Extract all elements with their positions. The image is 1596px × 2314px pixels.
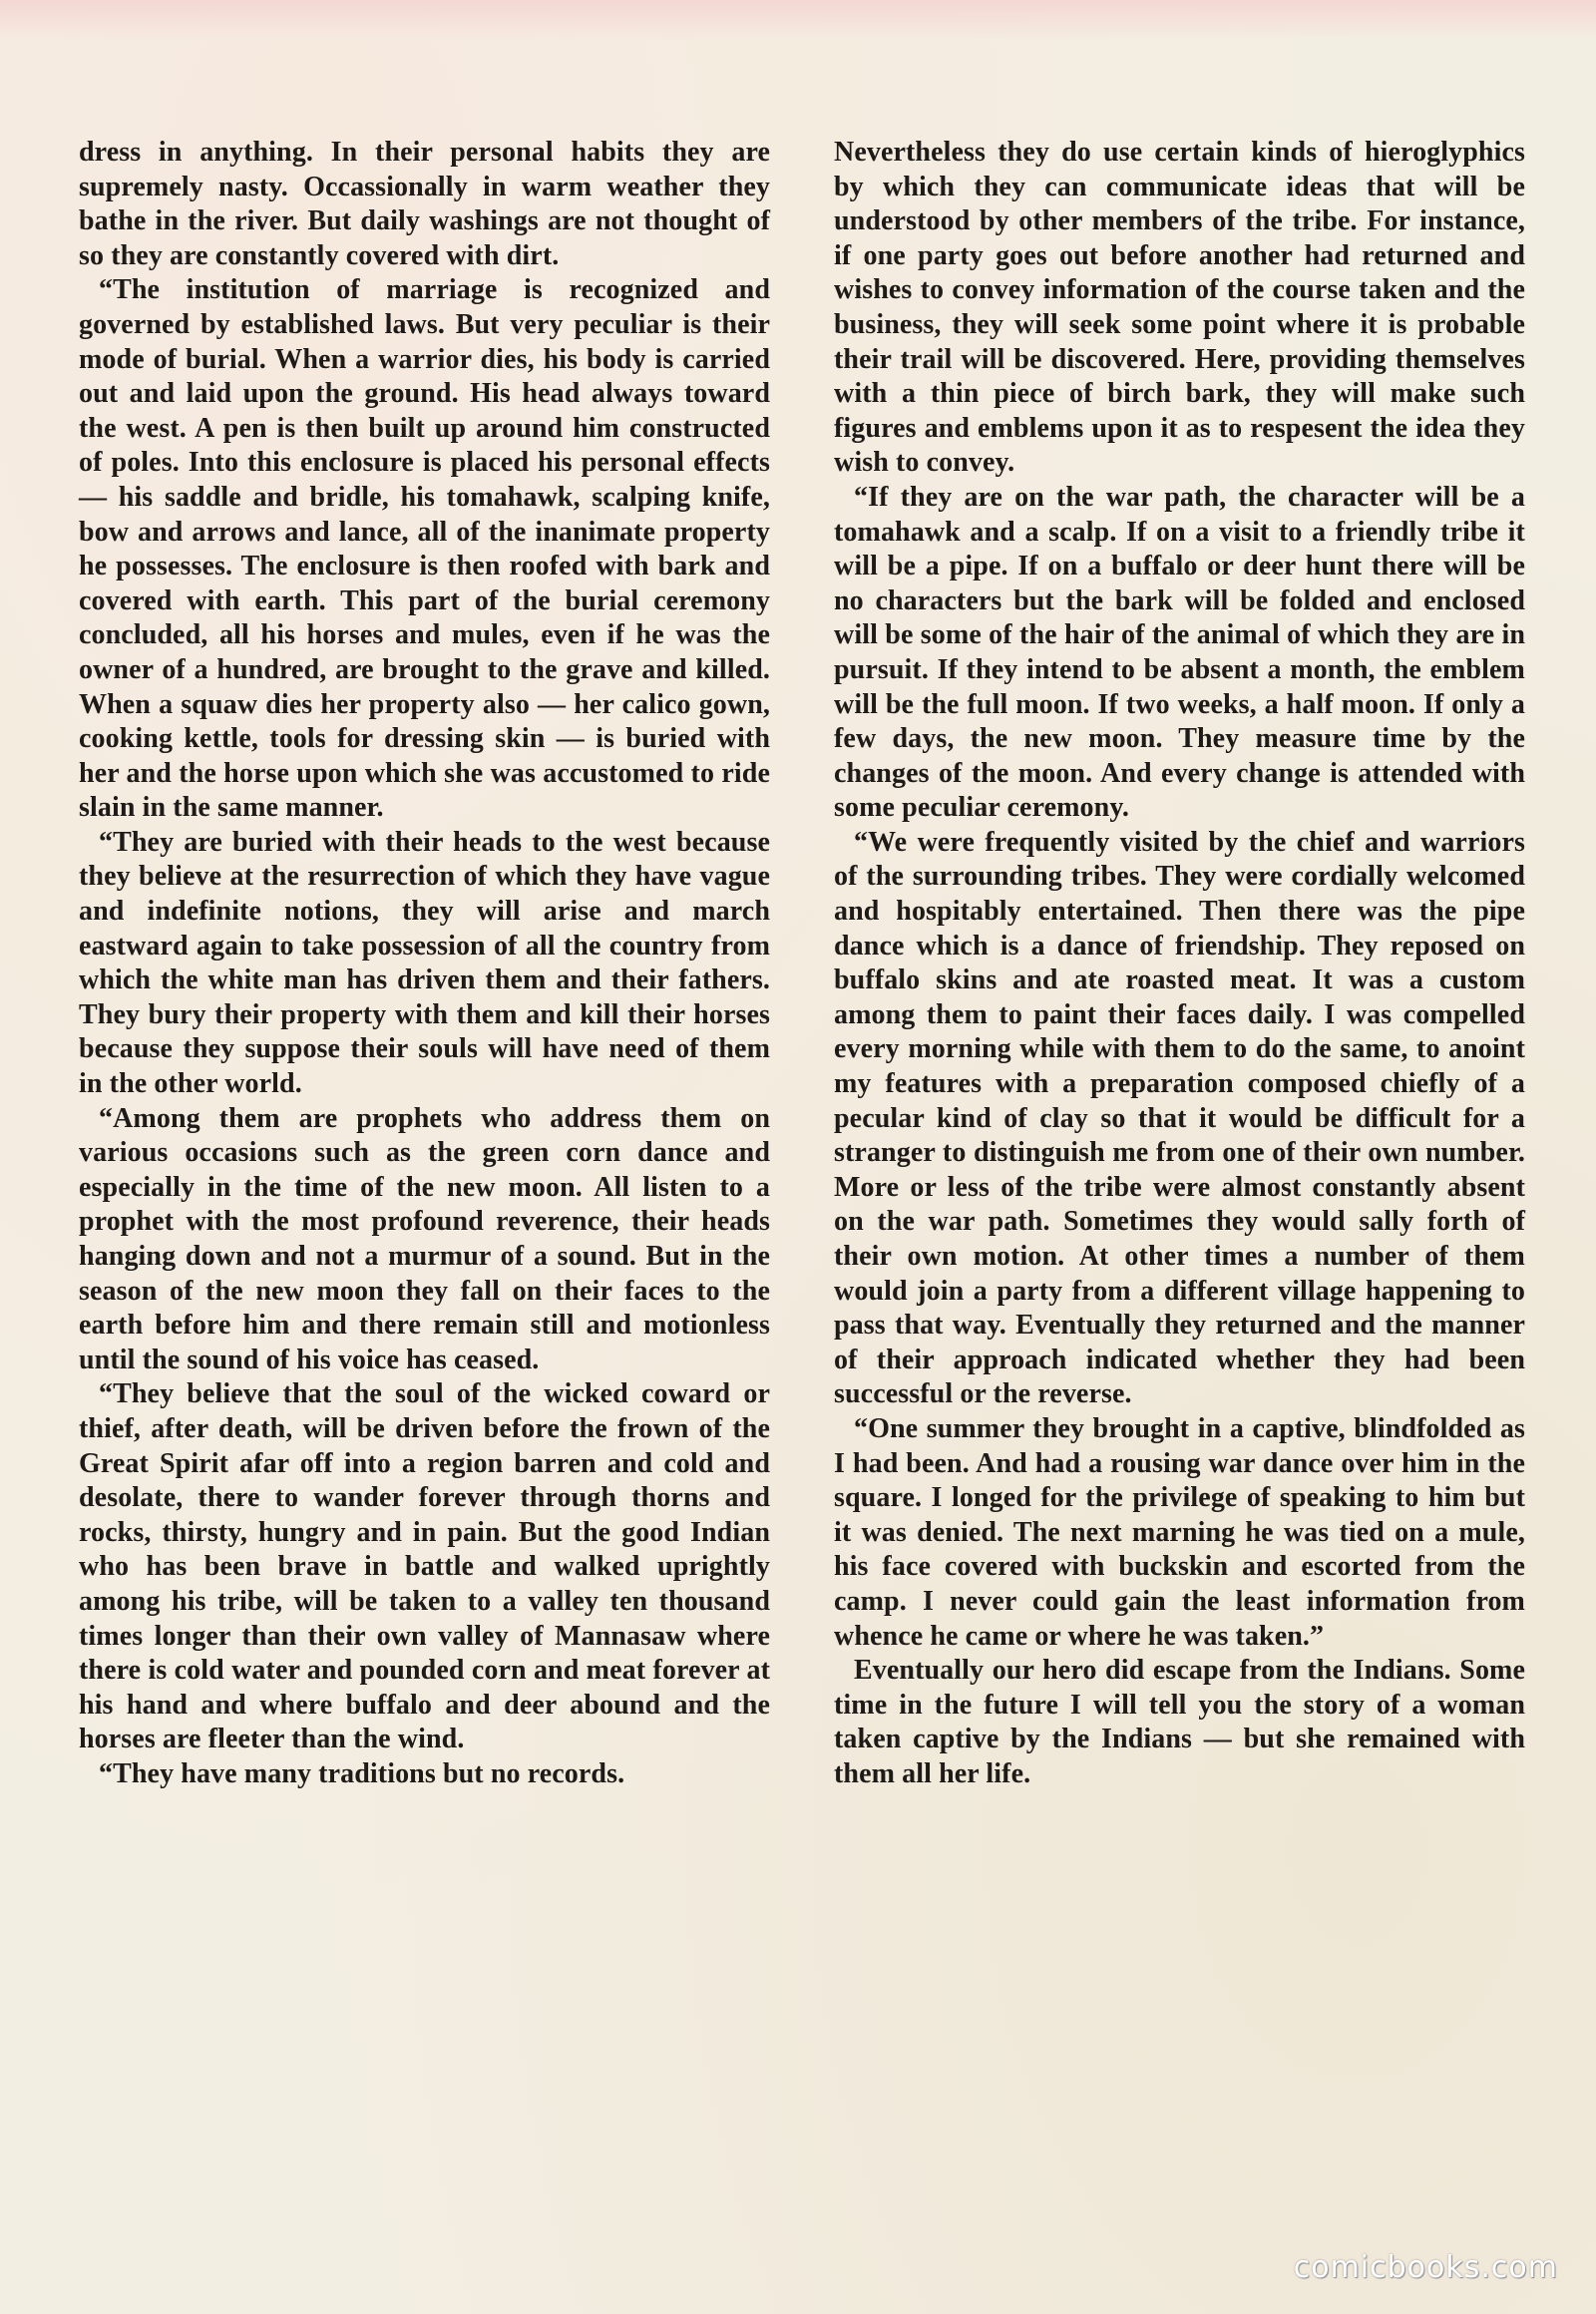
paragraph: “We were frequently visited by the chief and warriors of the surrounding tribes. They were cordially welcomed and hospitably entertained. Then there was the pipe dance which is a dance of friendship. They reposed on buffalo skins and ate roasted meat. It was a custom among them to paint their faces daily. I was compelled every morning while with them to do the same, to anoint my features with a preparation composed chiefly of a pecular kind of clay so that it would be difficult for a stranger to distinguish me from one of their own number. More or less of the tribe were almost constantly absent on the war path. Sometimes they would sally forth of their own motion. At other times a number of them would join a party from a different village happening to pass that way. Eventually they returned and the manner of their approach indicated whether they had been successful or the reverse. bbox=[834, 826, 1525, 1410]
paragraph: “If they are on the war path, the character will be a tomahawk and a scalp. If on a visit to a friendly tribe it will be a pipe. If on a buffalo or deer hunt there will be no characters but the bark will be folded and enclosed will be some of the hair of the animal of which they are in pursuit. If they intend to be absent a month, the emblem will be the full moon. If two weeks, a half moon. If only a few days, the new moon. They measure time by the changes of the moon. And every change is attended with some peculiar ceremony. bbox=[834, 481, 1525, 824]
paragraph: Eventually our hero did escape from the Indians. Some time in the future I will tell you the story of a woman taken captive by the Indians — but she remained with them all her life. bbox=[834, 1655, 1525, 1789]
right-column bbox=[834, 136, 1525, 1792]
paragraph: “They are buried with their heads to the west because they believe at the resurrection of which they have vague and indefinite notions, they will arise and march eastward again to take possession of all the country from which the white man has driven them and their fathers. They bury their property with them and kill their horses because they suppose their souls will have need of them in the other world. bbox=[79, 826, 770, 1100]
top-color-strip bbox=[0, 0, 1596, 40]
paragraph: “They have many traditions but no records. bbox=[99, 1757, 625, 1789]
left-column bbox=[79, 136, 770, 1792]
paragraph: “They believe that the soul of the wicked coward or thief, after death, will be driven before the frown of the Great Spirit afar off into a region barren and cold and desolate, there to wander forever through thorns and rocks, thirsty, hungry and in pain. But the good Indian who has been brave in battle and walked uprightly among his tribe, will be taken to a valley ten thousand times longer than their own valley of Mannasaw where there is cold water and pounded corn and meat forever at his hand and where buffalo and deer abound and the horses are fleeter than the wind. bbox=[79, 1378, 770, 1755]
paragraph: Nevertheless they do use certain kinds of hieroglyphics by which they can communicate ideas that will be understood by other members of the tribe. For instance, if one party goes out before another had returned and wishes to convey information of the course taken and the business, they will seek some point where it is probable their trail will be discovered. Here, providing themselves with a thin piece of birch bark, they will make such figures and emblems upon it as to respesent the idea they wish to convey. bbox=[834, 137, 1525, 479]
watermark-text: comicbooks.com bbox=[1293, 2250, 1558, 2285]
paragraph: dress in anything. In their personal habits they are supremely nasty. Occassionally in warm weather they bathe in the river. But daily washings are not thought of so they are constantly covered with dirt. bbox=[79, 137, 770, 271]
paragraph: “The institution of marriage is recognized and governed by established laws. But very peculiar is their mode of burial. When a warrior dies, his body is carried out and laid upon the ground. His head always toward the west. A pen is then built up around him constructed of poles. Into this enclosure is placed his personal effects — his saddle and bridle, his tomahawk, scalping knife, bow and arrows and lance, all of the inanimate property he possesses. The enclosure is then roofed with bark and covered with earth. This part of the burial ceremony concluded, all his horses and mules, even if he was the owner of a hundred, are brought to the grave and killed. When a squaw dies her property also — her calico gown, cooking kettle, tools for dressing skin — is buried with her and the horse upon which she was accustomed to ride slain in the same manner. bbox=[79, 274, 770, 824]
paragraph: “One summer they brought in a captive, blindfolded as I had been. And had a rousing war dance over him in the square. I longed for the privilege of speaking to him but it was denied. The next marning he was tied on a mule, his face covered with buckskin and escorted from the camp. I never could gain the least information from whence he came or where he was taken.” bbox=[834, 1412, 1525, 1652]
text-columns bbox=[79, 136, 1525, 1792]
paragraph: “Among them are prophets who address them on various occasions such as the green corn dance and especially in the time of the new moon. All listen to a prophet with the most profound reverence, their heads hanging down and not a murmur of a sound. But in the season of the new moon they fall on their faces to the earth before him and there remain still and motionless until the sound of his voice has ceased. bbox=[79, 1102, 770, 1375]
